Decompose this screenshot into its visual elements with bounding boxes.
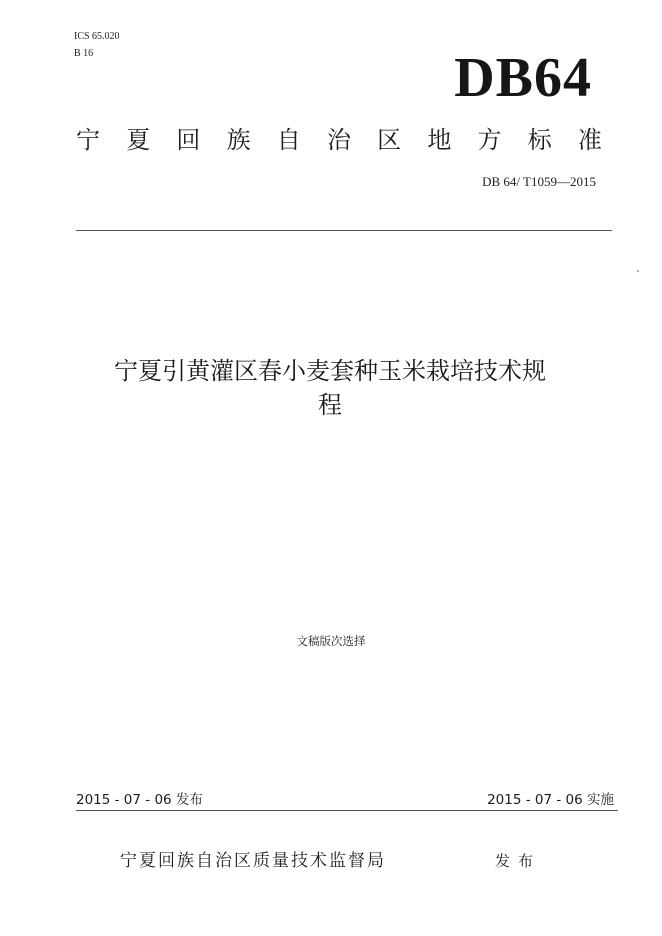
standard-number: DB 64/ T1059—2015 (482, 174, 596, 189)
standard-type-char: 族 (226, 126, 251, 154)
standard-type-heading (76, 124, 602, 156)
document-title-line-1: 宁夏引黄灌区春小麦套种玉米栽培技术规 (114, 357, 546, 385)
standard-type-char: 回 (176, 126, 201, 154)
implement-date: 2015 - 07 - 06 实施 (487, 792, 614, 808)
header-divider (76, 230, 612, 231)
ics-code: ICS 65.020 (74, 31, 120, 42)
standard-type-char: 自 (276, 126, 301, 154)
standard-logo: DB64 (454, 47, 592, 109)
classification-code: B 16 (74, 48, 94, 59)
issue-label: 发布 (495, 852, 542, 870)
standard-type-char: 方 (477, 126, 502, 154)
version-note: 文稿版次选择 (296, 634, 366, 648)
standard-type-char: 治 (326, 126, 351, 154)
issuing-authority: 宁夏回族自治区质量技术监督局 (120, 851, 386, 871)
scan-speck (637, 270, 639, 272)
standard-type-char: 标 (527, 126, 552, 154)
standard-type-char: 夏 (126, 126, 151, 154)
standard-type-char: 地 (427, 126, 452, 154)
standard-type-char: 准 (577, 126, 602, 154)
document-title (60, 354, 600, 422)
footer-divider (76, 810, 618, 811)
standard-type-char: 区 (377, 126, 402, 154)
standard-type-char: 宁 (76, 126, 100, 154)
publish-date: 2015 - 07 - 06 发布 (76, 792, 203, 808)
document-title-line-2: 程 (318, 391, 342, 419)
